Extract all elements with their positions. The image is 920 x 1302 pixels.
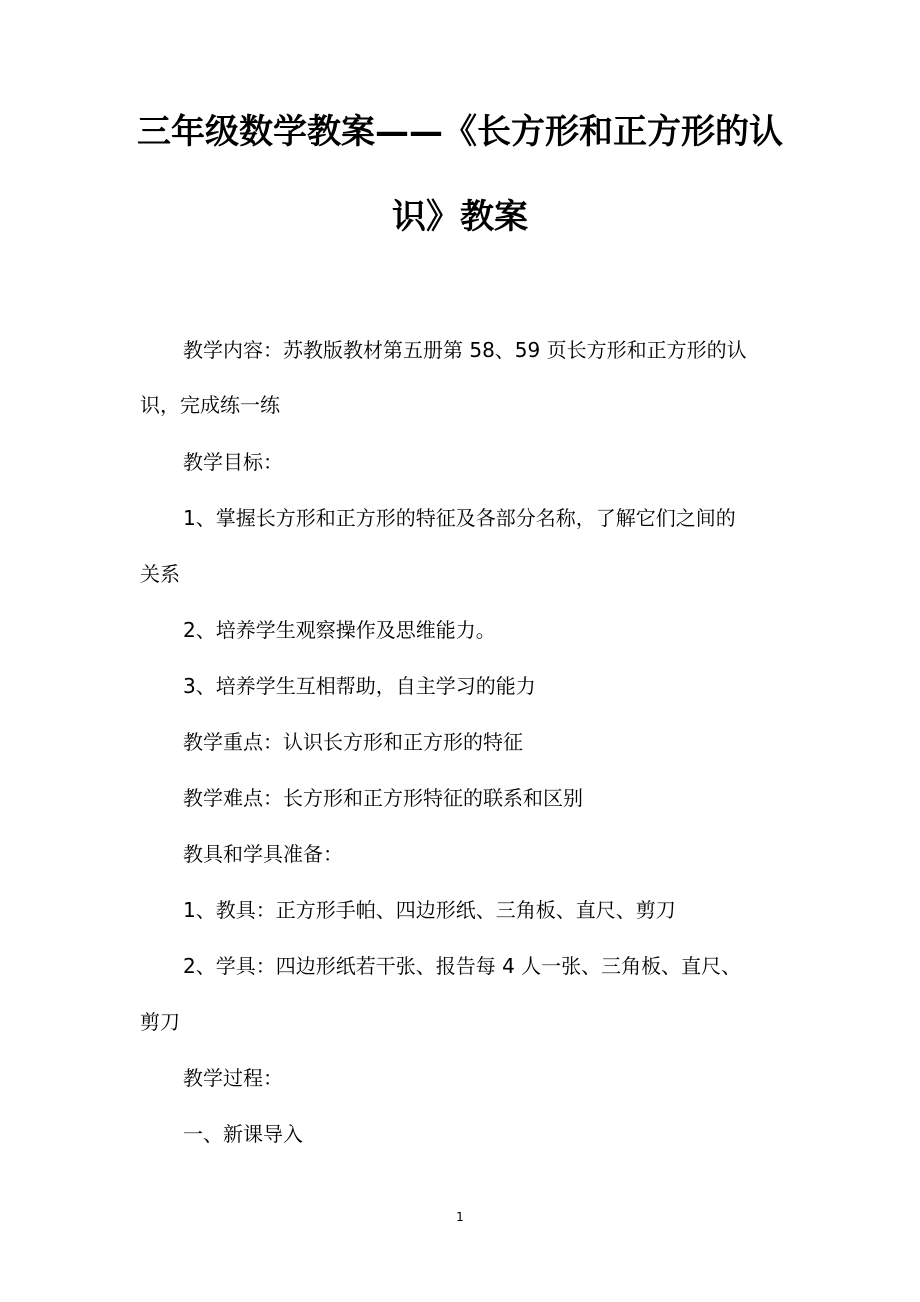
teaching-goals-heading: 教学目标： — [183, 450, 283, 474]
difficult-point: 教学难点：长方形和正方形特征的联系和区别 — [183, 786, 583, 810]
student-materials-line-1: 2、学具：四边形纸若干张、报告每 4 人一张、三角板、直尺、 — [183, 954, 742, 978]
student-materials-line-2: 剪刀 — [140, 1010, 180, 1034]
goal-3: 3、培养学生互相帮助，自主学习的能力 — [183, 674, 536, 698]
teaching-content-line-1: 教学内容：苏教版教材第五册第 58、59 页长方形和正方形的认 — [183, 338, 747, 362]
goal-2: 2、培养学生观察操作及思维能力。 — [183, 618, 496, 642]
section-1-heading: 一、新课导入 — [183, 1122, 303, 1146]
materials-heading: 教具和学具准备： — [183, 842, 343, 866]
document-title-line-2: 识》教案 — [392, 197, 528, 237]
key-point: 教学重点：认识长方形和正方形的特征 — [183, 730, 523, 754]
page-number: 1 — [456, 1210, 464, 1224]
goal-1-line-2: 关系 — [140, 562, 180, 586]
teaching-content-line-2: 识，完成练一练 — [140, 393, 280, 417]
teaching-process-heading: 教学过程： — [183, 1066, 283, 1090]
goal-1-line-1: 1、掌握长方形和正方形的特征及各部分名称，了解它们之间的 — [183, 506, 736, 530]
teacher-materials: 1、教具：正方形手帕、四边形纸、三角板、直尺、剪刀 — [183, 898, 676, 922]
document-title-line-1: 三年级数学教案——《长方形和正方形的认 — [137, 112, 783, 152]
